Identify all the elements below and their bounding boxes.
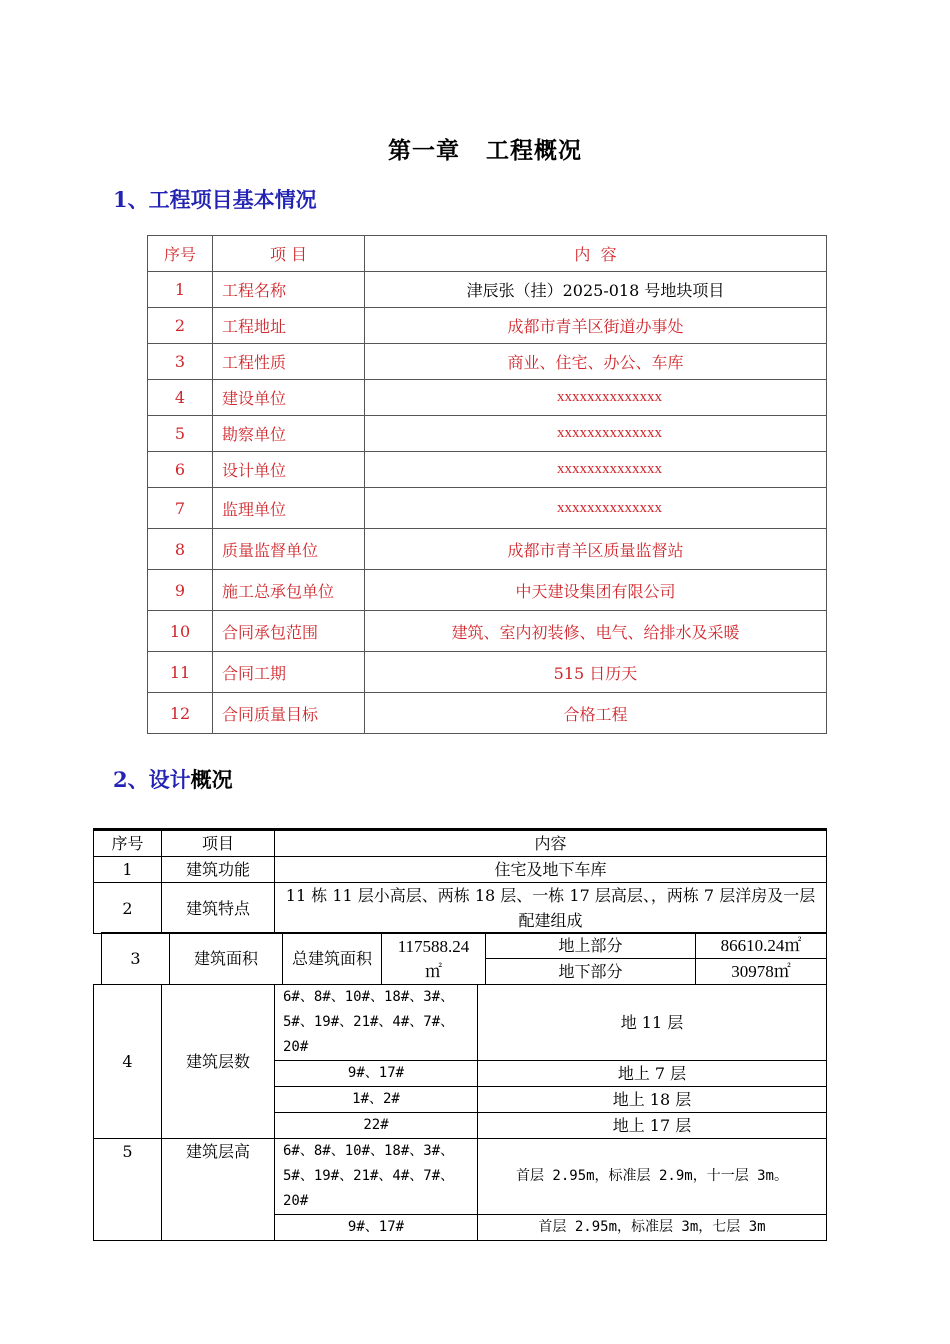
building-area-table xyxy=(101,932,827,985)
table-row xyxy=(148,693,827,734)
row-item: 施工总承包单位 xyxy=(213,570,365,611)
building-list: 22# xyxy=(275,1113,478,1139)
project-info-table xyxy=(147,235,827,734)
row-no: 4 xyxy=(94,985,162,1139)
row-content: 成都市青羊区街道办事处 xyxy=(365,308,827,344)
row-content: xxxxxxxxxxxxxx xyxy=(365,380,827,416)
row-no: 8 xyxy=(148,529,213,570)
row-item: 勘察单位 xyxy=(213,416,365,452)
chapter-number: 第一章 xyxy=(388,137,460,164)
row-content: 建筑、室内初装修、电气、给排水及采暖 xyxy=(365,611,827,652)
row-no: 12 xyxy=(148,693,213,734)
row-item: 工程地址 xyxy=(213,308,365,344)
table-row xyxy=(148,272,827,308)
table-row xyxy=(94,985,827,1061)
above-ground-value: 86610.24㎡ xyxy=(696,933,827,959)
table-row xyxy=(148,570,827,611)
row-content: 中天建设集团有限公司 xyxy=(365,570,827,611)
section2-heading xyxy=(113,764,233,794)
row-item: 合同质量目标 xyxy=(213,693,365,734)
total-area-value: 117588.24㎡ xyxy=(382,933,486,985)
row-no: 5 xyxy=(148,416,213,452)
table-row xyxy=(102,933,827,959)
row-content: 商业、住宅、办公、车库 xyxy=(365,344,827,380)
total-area-label: 总建筑面积 xyxy=(283,933,382,985)
row-item: 建筑特点 xyxy=(162,883,275,934)
header-no: 序号 xyxy=(94,830,162,857)
row-content: 成都市青羊区质量监督站 xyxy=(365,529,827,570)
table-row xyxy=(94,1139,827,1215)
table-row xyxy=(148,416,827,452)
row-item: 质量监督单位 xyxy=(213,529,365,570)
row-no: 2 xyxy=(148,308,213,344)
building-list: 1#、2# xyxy=(275,1087,478,1113)
row-content: xxxxxxxxxxxxxx xyxy=(365,488,827,529)
table-row xyxy=(148,452,827,488)
design-overview-table xyxy=(93,828,827,934)
table-row xyxy=(148,611,827,652)
floor-value: 地 11 层 xyxy=(478,985,827,1061)
row-item: 建筑面积 xyxy=(170,933,283,985)
table-row xyxy=(94,857,827,883)
row-item: 建筑层数 xyxy=(162,985,275,1139)
section1-heading: 1、工程项目基本情况 xyxy=(113,187,317,212)
floor-height-value: 首层 2.95m，标准层 2.9m，十一层 3m。 xyxy=(478,1139,827,1215)
row-no: 5 xyxy=(94,1139,162,1241)
header-item: 项目 xyxy=(162,830,275,857)
building-list: 6#、8#、10#、18#、3#、5#、19#、21#、4#、7#、20# xyxy=(275,1139,478,1215)
row-content: xxxxxxxxxxxxxx xyxy=(365,452,827,488)
floor-value: 地上 17 层 xyxy=(478,1113,827,1139)
row-content: 11 栋 11 层小高层、两栋 18 层、一栋 17 层高层、，两栋 7 层洋房及一层配建组成 xyxy=(275,883,827,934)
row-no: 10 xyxy=(148,611,213,652)
floors-table xyxy=(93,984,827,1241)
table-row xyxy=(148,488,827,529)
floor-height-value: 首层 2.95m，标准层 3m，七层 3m xyxy=(478,1215,827,1241)
header-content: 内 容 xyxy=(365,236,827,272)
above-ground-label: 地上部分 xyxy=(486,933,696,959)
table-row xyxy=(148,652,827,693)
row-no: 2 xyxy=(94,883,162,934)
row-item: 建筑层高 xyxy=(162,1139,275,1241)
floor-value: 地上 7 层 xyxy=(478,1061,827,1087)
building-list: 9#、17# xyxy=(275,1215,478,1241)
row-no: 3 xyxy=(148,344,213,380)
row-item: 工程名称 xyxy=(213,272,365,308)
section2-heading-a: 2、设计 xyxy=(113,767,191,792)
below-ground-label: 地下部分 xyxy=(486,959,696,985)
floor-value: 地上 18 层 xyxy=(478,1087,827,1113)
row-item: 建设单位 xyxy=(213,380,365,416)
row-item: 设计单位 xyxy=(213,452,365,488)
table-header-row xyxy=(148,236,827,272)
header-item: 项 目 xyxy=(213,236,365,272)
row-no: 7 xyxy=(148,488,213,529)
row-no: 3 xyxy=(102,933,170,985)
row-item: 建筑功能 xyxy=(162,857,275,883)
building-list: 9#、17# xyxy=(275,1061,478,1087)
header-no: 序号 xyxy=(148,236,213,272)
row-content: 津辰张（挂）2025-018 号地块项目 xyxy=(365,272,827,308)
table-row xyxy=(94,883,827,934)
row-item: 工程性质 xyxy=(213,344,365,380)
row-no: 6 xyxy=(148,452,213,488)
row-content: xxxxxxxxxxxxxx xyxy=(365,416,827,452)
section2-heading-b: 概况 xyxy=(190,767,233,792)
table-header-row xyxy=(94,830,827,857)
row-content: 住宅及地下车库 xyxy=(275,857,827,883)
row-no: 4 xyxy=(148,380,213,416)
below-ground-value: 30978㎡ xyxy=(696,959,827,985)
table-row xyxy=(148,380,827,416)
table-row xyxy=(148,308,827,344)
chapter-name: 工程概况 xyxy=(486,137,582,164)
row-no: 1 xyxy=(148,272,213,308)
table-row xyxy=(148,344,827,380)
row-no: 9 xyxy=(148,570,213,611)
table-row xyxy=(148,529,827,570)
row-content: 合格工程 xyxy=(365,693,827,734)
row-item: 监理单位 xyxy=(213,488,365,529)
row-no: 11 xyxy=(148,652,213,693)
row-item: 合同工期 xyxy=(213,652,365,693)
row-content: 515 日历天 xyxy=(365,652,827,693)
row-item: 合同承包范围 xyxy=(213,611,365,652)
header-content: 内容 xyxy=(275,830,827,857)
row-no: 1 xyxy=(94,857,162,883)
building-list: 6#、8#、10#、18#、3#、5#、19#、21#、4#、7#、20# xyxy=(275,985,478,1061)
chapter-title xyxy=(0,132,950,165)
